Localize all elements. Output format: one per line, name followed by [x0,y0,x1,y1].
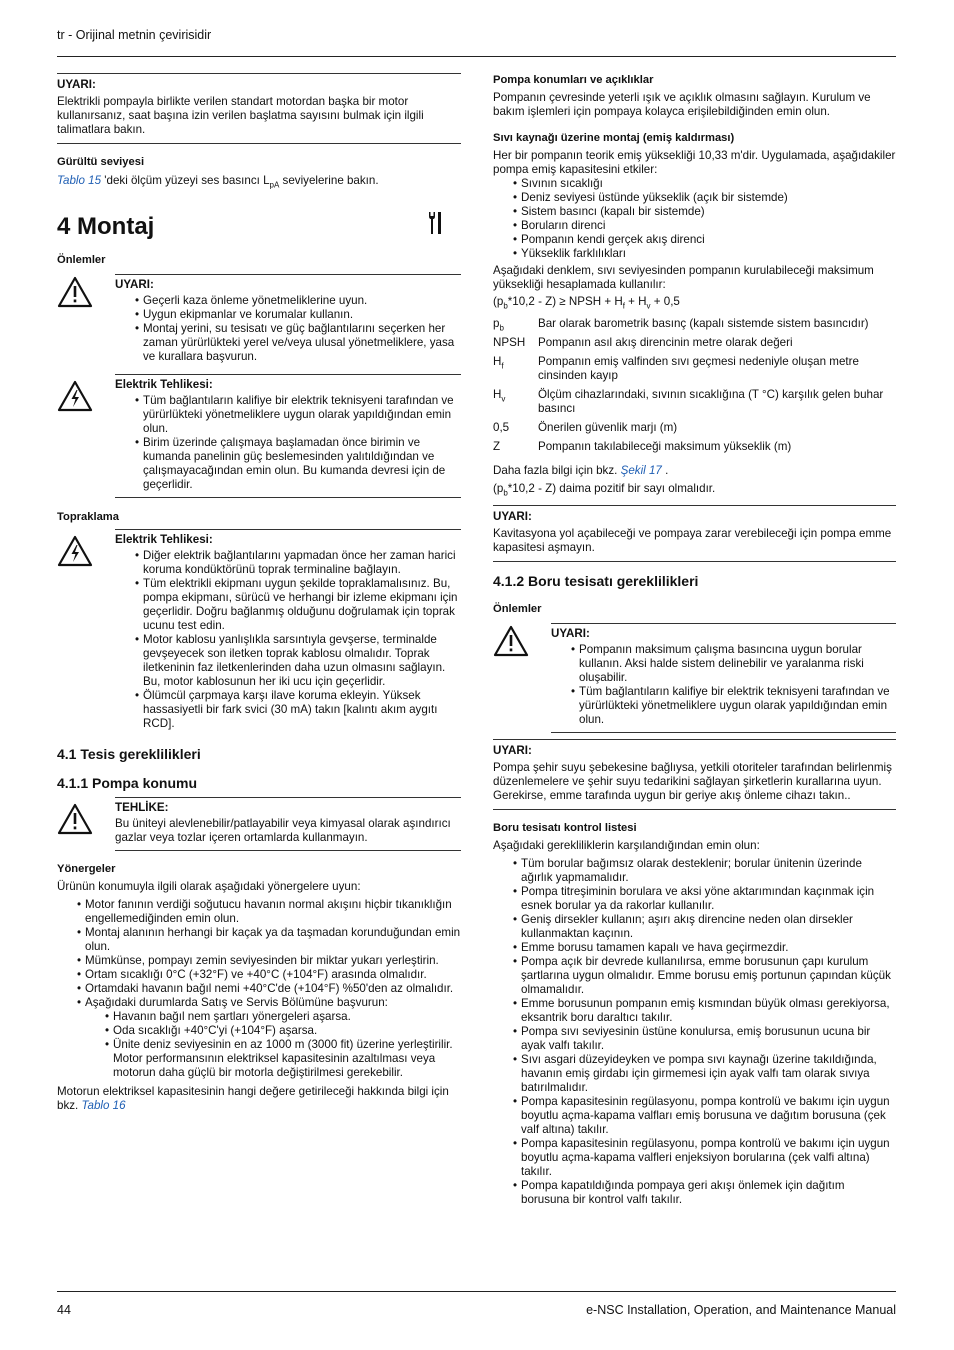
more-info-text: Daha fazla bilgi için bkz. Şekil 17 . [493,464,669,477]
suction-lift-heading: Sıvı kaynağı üzerine montaj (emiş kaldırması) [493,132,735,144]
chapter-title: 4 Montaj [57,210,461,243]
guidelines-sublist: • Havanın bağıl nem şartları yönergeleri aşarsa. • Oda sıcaklığı +40°C'yi (+104°F) aşarsa. • Ünite deniz seviyesinin en az 1000 m (3000 fit) üzerine yerleştirilir. Motor performansının elektriksel kapasitesinin azaltılması veya motorun daha güçlü bir motorla değiştirilmesi gerekebilir. [105,1010,461,1080]
electrical-hazard-icon [57,374,115,498]
pump-positions-heading: Pompa konumları ve açıklıklar [493,74,654,86]
warning-text: Elektrikli pompayla birlikte verilen standart motordan başka bir motor kullanırsanız, saat başına izin verilen başlatma sayısını bulmak için ilgili talimatlara bakın. [57,95,424,136]
tools-icon [427,210,443,243]
warning-notice-1: UYARI: • Geçerli kaza önleme yönetmeliklerine uyun. • Uygun ekipmanlar ve korumalar kullanın. • Montaj yerini, su tesisatı ve güç bağlantılarını seçerken her zaman yürürlükteki yerel ve/veya ulusal yönetmeliklere, yasa ve kurallara başvurun. [57,274,461,364]
def-desc: Ölçüm cihazlarındaki, sıvının sıcaklığına (T °C) karşılık gelen buhar basıncı [538,388,884,415]
def-desc: Pompanın asıl akış direncinin metre olarak değeri [538,336,793,349]
danger-notice: TEHLİKE: Bu üniteyi alevlenebilir/patlayabilir veya kimyasal olarak aşındırıcı gazlar veya tozlar içeren ortamlarda kullanmayın. [57,797,461,851]
def-desc: Önerilen güvenlik marjı (m) [538,421,678,434]
figure-17-link[interactable]: Şekil 17 [620,464,662,477]
def-symbol: $H_f$ [493,355,504,371]
definitions-table [493,317,896,454]
guidelines-heading: Yönergeler [57,863,116,875]
footer-rule [57,1291,896,1292]
section-4-1-heading: 4.1 Tesis gereklilikleri [57,746,201,762]
table-15-link[interactable]: Tablo 15 [57,174,102,187]
precautions-heading: Önlemler [57,254,106,266]
def-desc: Bar olarak barometrik basınç (kapalı sistemde sistem basıncıdır) [538,317,869,330]
def-symbol: 0,5 [493,421,510,434]
page-number: 44 [57,1303,71,1317]
right-column: Pompa konumları ve açıklıklar Pompanın çevresinde yeterli ışık ve açıklık olmasını sağlayın. Kurulum ve bakım işlemleri için pompaya kolayca erişilebildiğinden emin olun. Sıvı kaynağı üzerine montaj (emiş kaldırması) Her bir pompanın teorik emiş yüksekliği 10,33 m'dir. Uygulamada, aşağıdakiler pompa emiş kapasitesini etkiler: • Sıvının sıcaklığı • Deniz seviyesi üstünde yükseklik (açık bir sistemde) • Sistem basıncı (kapalı bir sistemde) • Boruların direnci • Pompanın kendi gerçek akış direnci • Yükseklik farklılıkları Aşağıdaki denklem, sıvı seviyesinden pompanın kurulabileceği maksimum yüksekliği hesaplamada kullanılır: $(p_b*10,2 - Z)$ ≥ NPSH + $H_f + H_v + 0,5$ $p_b$ Bar olarak barometrik basınç (kapalı sistemde sistem basıncıdır) NPSH Pompanın asıl akış direncinin metre olarak değeri $H_f$ Pompanın emiş valfinden sıvı geçmesi nedeniyle oluşan metre cinsinden kayıp $H_v$ Ölçüm cihazlarındaki, sıvının sıcaklığına (T °C) karşılık gelen buhar basıncı 0,5 Önerilen güvenlik marjı (m) Z Pompanın takılabileceği maksimum yükseklik (m) Daha fazla bilgi için bkz. Şekil 17 . $(p_b*10,2 - Z)$ daima pozitif bir sayı olmalıdır. UYARI: Kavitasyona yol açabileceği ve pompaya zarar verebileceği için pompa emme kapasitesi aşmayın. 4.1.2 Boru tesisatı gereklilikleri Önlemler UYARI: • Pompanın maksimum çalışma basıncına uygun borular kullanın. Aksi halde sistem delinebilir ve yaralanma riski oluşabilir. • Tüm bağlantıların kalifiye bir elektrik teknisyeni tarafından ve yürürlükteki yönetmeliklere uygun olarak yapıldığından emin olun. UYARI: Pompa şehir suyu şebekesine bağlıysa, yetkili otoriteler tarafından belirlenmiş düzenlemelere ve şehir suyu tedarikini sağlayan şirketlerin kurallarına uyun. Gerekirse, emme tarafında uygun bir geriye akış önleme cihazı takın.. Boru tesisatı kontrol listesi Aşağıdaki gerekliliklerin karşılandığından emin olun: • Tüm borular bağımsız olarak desteklenir; borular ünitenin üzerinde ağırlık yapmamalıdır. • Pompa titreşiminin borulara ve aksi yöne aktarımından kaçınmak için esnek borular ya da rakorlar kullanılır. • Geniş dirsekler kullanın; aşırı akış direncine neden olan dirsekler kullanmaktan kaçının. • Emme borusu tamamen kapalı ve hava geçirmezdir. • Pompa açık bir devrede kullanılırsa, emme borusunun çapı kurulum şartlarına uygun olmalıdır. Emme borusu emiş portunun çapından küçük olmamalıdır. • Emme borusunun pompanın emiş kısmından büyük olması gerekiyorsa, eksantrik boru daraltıcı takılır. • Pompa sıvı seviyesinin üstüne konulursa, emiş borusunun ucuna bir ayak valfı takılır. • Sıvı asgari düzeyideyken ve pompa sıvı kaynağı üzerine takıldığında, havanın emiş girdabı için girmemesi için ayak valfı tam olarak sıvıya batırılmalıdır. • Pompa kapasitesinin regülasyonu, pompa kontrolü ve bakımı için uygun boyutlu açma-kapama valfları emiş borusuna ve dağıtım borusuna (çek valf altına) takılır. • Pompa kapasitesinin regülasyonu, pompa kontrolü ve bakımı için uygun boyutlu açma-kapama valfleri enjeksiyon borularına (çek valfi altına) takılır. • Pompa kapatıldığında pompaya geri akışı önlemek için dağıtım borusuna bir kontrol valfı takılır. [493,73,896,1207]
def-desc: Pompanın emiş valfinden sıvı geçmesi nedeniyle oluşan metre cinsinden kayıp [538,355,859,382]
electrical-notice-2: Elektrik Tehlikesi: • Diğer elektrik bağlantılarını yapmadan önce her zaman harici koruma kondüktörünü toprak terminaline bağlayın. • Tüm elektrikli ekipmanı uygun şekilde topraklamalısınız. Bu, pompa ekipmanı, sürücü ve herhangi bir izleme ekipmanı için geçerlidir. Doğru bağlanmış olduğunu doğrulamak için toprak ucunu test edin. • Motor kablosu yanlışlıkla sarsıntıyla gevşerse, terminalde gevşeyecek son iletken toprak kablosu olmalıdır. Toprak iletkeninin faz iletkenlerinden daha uzun olmasını sağlayın. Bu, motor kablosunun her iki ucu için geçerlidir. • Ölümcül çarpmaya karşı ilave koruma ekleyin. Yüksek hassasiyetli bir fark svici (30 mA) takın [kalıntı akım aygıtı RCD]. [57,529,461,731]
table-16-link[interactable]: Tablo 16 [81,1099,126,1112]
motor-capacity-text: Motorun elektriksel kapasitesinin hangi değere getirileceği hakkında bilgi için bkz. Tablo 16 [57,1085,449,1112]
warning-title: UYARI: [57,78,96,91]
noise-text: Tablo 15 'deki ölçüm yüzeyi ses basıncı $L_{pA}$ seviyelerine bakın. [57,174,379,190]
piping-checklist-heading: Boru tesisatı kontrol listesi [493,822,637,834]
warning-title: UYARI: [493,744,532,757]
left-column: UYARI: Elektrikli pompayla birlikte verilen standart motordan başka bir motor kullanırsanız, saat başına izin verilen başlatma sayısını bulmak için ilgili talimatlara bakın. Gürültü seviyesi Tablo 15 'deki ölçüm yüzeyi ses basıncı $L_{pA}$ seviyelerine bakın. 4 Montaj Önlemler UYARI: • Geçerli kaza önleme yönetmeliklerine uyun. • Uygun ekipmanlar ve korumalar kullanın. • Montaj yerini, su tesisatı ve güç bağlantılarını seçerken her zaman yürürlükteki yerel ve/veya ulusal yönetmeliklere, yasa ve kurallara başvurun. Elektrik Tehlikesi: • Tüm bağlantıların kalifiye bir elektrik teknisyeni tarafından ve yürürlükteki yönetmeliklere uygun olarak yapıldığından emin olun. • Birim üzerinde çalışmaya başlamadan önce birimin ve kumanda panelinin güç beslemesinden yalıtıldığından ve çalışmayacağından emin olun. Bu kumanda devresi için de geçerlidir. Topraklama Elektrik Tehlikesi: • Diğer elektrik bağlantılarını yapmadan önce her zaman harici koruma kondüktörünü toprak terminaline bağlayın. • Tüm elektrikli ekipmanı uygun şekilde topraklamalısınız. Bu, pompa ekipmanı, sürücü ve herhangi bir izleme ekipmanı için geçerlidir. Doğru bağlanmış olduğunu doğrulamak için toprak ucunu test edin. • Motor kablosu yanlışlıkla sarsıntıyla gevşerse, terminalde gevşeyecek son iletken toprak kablosu olmalıdır. Toprak iletkeninin faz iletkenlerinden daha uzun olmasını sağlayın. Bu, motor kablosunun her iki ucu için geçerlidir. • Ölümcül çarpmaya karşı ilave koruma ekleyin. Yüksek hassasiyetli bir fark svici (30 mA) takın [kalıntı akım aygıtı RCD]. 4.1 Tesis gereklilikleri 4.1.1 Pompa konumu TEHLİKE: Bu üniteyi alevlenebilir/patlayabilir veya kimyasal olarak aşındırıcı gazlar veya tozlar içeren ortamlarda kullanmayın. Yönergeler Ürünün konumuyla ilgili olarak aşağıdaki yönergelere uyun: • Motor fanının verdiği soğutucu havanın normal akışını hiçbir tıkanıklığın engellemediğinden emin olun. • Montaj alanının herhangi bir kaçak ya da taşmadan korunduğundan emin olun. • Mümkünse, pompayı zemin seviyesinden bir miktar yukarı yerleştirin. • Ortam sıcaklığı 0°C (+32°F) ve +40°C (+104°F) arasında olmalıdır. • Ortamdaki havanın bağıl nemi +40°C'de (+104°F) %50'den az olmalıdır. • Aşağıdaki durumlarda Satış ve Servis Bölümüne başvurun: • Havanın bağıl nem şartları yönergeleri aşarsa. • Oda sıcaklığı +40°C'yi (+104°F) aşarsa. • Ünite deniz seviyesinin en az 1000 m (3000 fit) üzerine yerleştirilir. Motor performansının elektriksel kapasitesinin azaltılması veya motorun daha güçlü bir motorla değiştirilmesi gerekebilir. Motorun elektriksel kapasitesinin hangi değere getirileceği hakkında bilgi için bkz. Tablo 16 [57,73,461,1113]
electrical-notice-1: Elektrik Tehlikesi: • Tüm bağlantıların kalifiye bir elektrik teknisyeni tarafından ve yürürlükteki yönetmeliklere uygun olarak yapıldığından emin olun. • Birim üzerinde çalışmaya başlamadan önce birimin ve kumanda panelinin güç beslemesinden yalıtıldığından ve çalışmayacağından emin olun. Bu kumanda devresi için de geçerlidir. [57,374,461,498]
warning-list: • Geçerli kaza önleme yönetmeliklerine uyun. • Uygun ekipmanlar ve korumalar kullanın. • Montaj yerini, su tesisatı ve güç bağlantılarını seçerken her zaman yürürlükteki yerel ve/veya ulusal yönetmeliklere, yasa ve kurallara başvurun. [135,294,461,364]
running-header: tr - Orijinal metnin çevirisidir [57,28,212,42]
warning-title: UYARI: [493,510,532,523]
section-4-1-1-heading: 4.1.1 Pompa konumu [57,775,198,791]
electrical-hazard-icon [57,529,115,731]
def-desc: Pompanın takılabileceği maksimum yükseklik (m) [538,440,792,453]
def-symbol: Z [493,440,501,453]
warning-triangle-icon [57,274,115,364]
guidelines-list: • Motor fanının verdiği soğutucu havanın normal akışını hiçbir tıkanıklığın engellemediğinden emin olun. • Montaj alanının herhangi bir kaçak ya da taşmadan korunduğundan emin olun. • Mümkünse, pompayı zemin seviyesinden bir miktar yukarı yerleştirin. • Ortam sıcaklığı 0°C (+32°F) ve +40°C (+104°F) arasında olmalıdır. • Ortamdaki havanın bağıl nemi +40°C'de (+104°F) %50'den az olmalıdır. • Aşağıdaki durumlarda Satış ve Servis Bölümüne başvurun: [77,898,461,1010]
suction-factors-list: • Sıvının sıcaklığı • Deniz seviyesi üstünde yükseklik (açık bir sistemde) • Sistem basıncı (kapalı bir sistemde) • Boruların direnci • Pompanın kendi gerçek akış direnci • Yükseklik farklılıkları [513,177,896,261]
section-4-1-2-heading: 4.1.2 Boru tesisatı gereklilikleri [493,573,699,589]
grounding-heading: Topraklama [57,511,119,523]
noise-heading: Gürültü seviyesi [57,156,145,168]
document-title: e-NSC Installation, Operation, and Maintenance Manual [586,1303,896,1317]
def-symbol: NPSH [493,336,526,349]
def-symbol: $p_b$ [493,317,504,333]
def-symbol: $H_v$ [493,388,506,404]
warning-notice-pipes: UYARI: • Pompanın maksimum çalışma basıncına uygun borular kullanın. Aksi halde sistem delinebilir ve yaralanma riski oluşabilir. • Tüm bağlantıların kalifiye bir elektrik teknisyeni tarafından ve yürürlükteki yönetmeliklere uygun olarak yapıldığından emin olun. [493,623,896,733]
warning-triangle-icon [57,797,115,851]
suction-formula: $(p_b*10,2 - Z)$ ≥ NPSH + $H_f + H_v + 0,5$ [493,295,680,311]
precautions-heading: Önlemler [493,603,542,615]
warning-triangle-icon [493,623,551,733]
piping-checklist: • Tüm borular bağımsız olarak desteklenir; borular ünitenin üzerinde ağırlık yapmamalıdır. • Pompa titreşiminin borulara ve aksi yöne aktarımından kaçınmak için esnek borular ya da rakorlar kullanılır. • Geniş dirsekler kullanın; aşırı akış direncine neden olan dirsekler kullanmaktan kaçının. • Emme borusu tamamen kapalı ve hava geçirmezdir. • Pompa açık bir devrede kullanılırsa, emme borusunun çapı kurulum şartlarına uygun olmalıdır. Emme borusu emiş portunun çapından küçük olmamalıdır. • Emme borusunun pompanın emiş kısmından büyük olması gerekiyorsa, eksantrik boru daraltıcı takılır. • Pompa sıvı seviyesinin üstüne konulursa, emiş borusunun ucuna bir ayak valfı takılır. • Sıvı asgari düzeyideyken ve pompa sıvı kaynağı üzerine takıldığında, havanın emiş girdabı için girmemesi için ayak valfı tam olarak sıvıya batırılmalıdır. • Pompa kapasitesinin regülasyonu, pompa kontrolü ve bakımı için uygun boyutlu açma-kapama valfları emiş borusuna ve dağıtım borusuna (çek valf altına) takılır. • Pompa kapasitesinin regülasyonu, pompa kontrolü ve bakımı için uygun boyutlu açma-kapama valfleri enjeksiyon borularına (çek valfi altına) takılır. • Pompa kapatıldığında pompaya geri akışı önlemek için dağıtım borusuna bir kontrol valfı takılır. [513,857,896,1207]
header-rule [57,56,896,57]
